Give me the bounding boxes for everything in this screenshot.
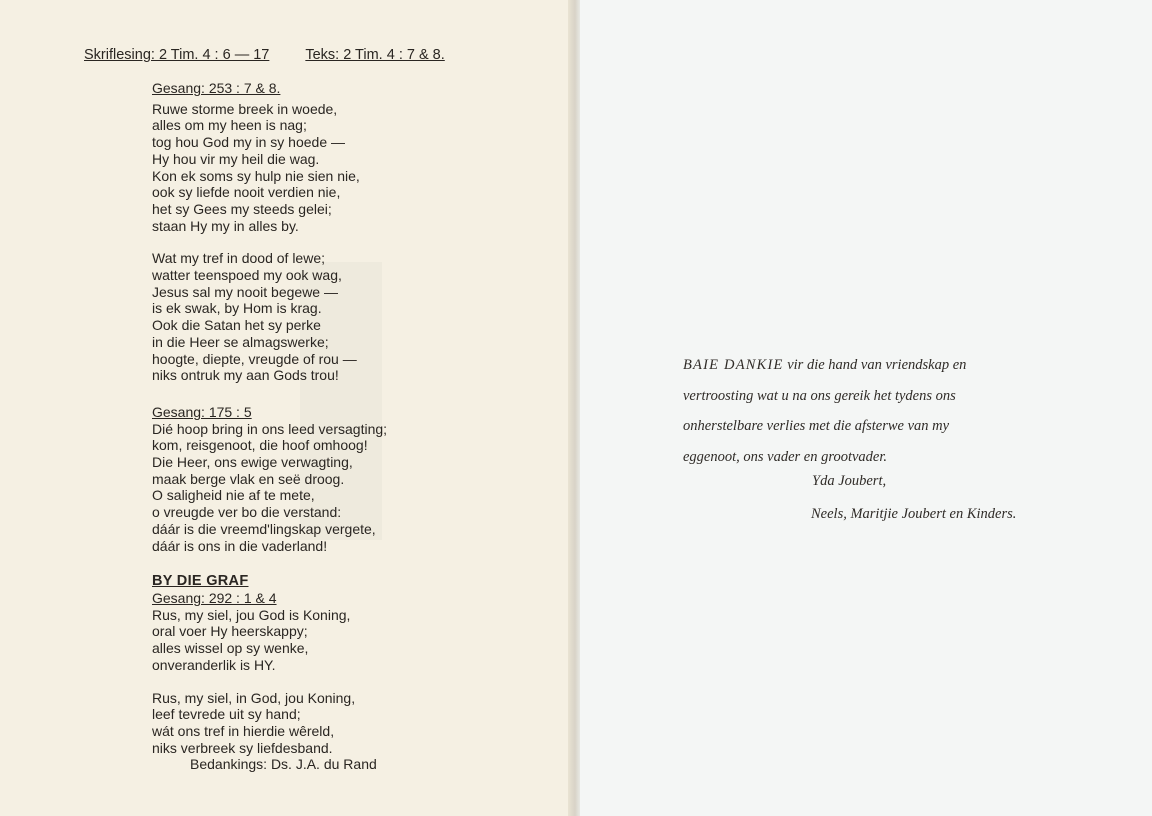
verse-line: dáár is die vreemd'lingskap vergete, [152,520,376,537]
verse-line: niks ontruk my aan Gods trou! [152,367,339,384]
note-line-4: eggenoot, ons vader en grootvader. [683,448,888,465]
hymn-253-heading: Gesang: 253 : 7 & 8. [152,80,281,96]
verse-line: hoogte, diepte, vreugde of rou — [152,350,357,367]
teks-reference: Teks: 2 Tim. 4 : 7 & 8. [305,47,445,63]
signature-family: Neels, Maritjie Joubert en Kinders. [811,506,1017,522]
verse-line: in die Heer se almagswerke; [152,333,329,350]
verse-line: niks verbreek sy liefdesband. [152,739,333,756]
note-line-3: onherstelbare verlies met die afsterwe van my [683,418,950,434]
thank-you-note [683,350,1043,472]
verse-line: o vreugde ver bo die verstand: [152,504,342,521]
verse-line: is ek swak, by Hom is krag. [152,300,322,317]
verse-line: alles om my heen is nag; [152,117,307,134]
verse-line: Wat my tref in dood of lewe; [152,250,325,267]
verse-line: kom, reisgenoot, die hoof omhoog! [152,437,368,454]
verse-line: maak berge vlak en seë droog. [152,470,345,487]
hymn-292-stanza-1 [152,607,402,674]
verse-line: ook sy liefde nooit verdien nie, [152,184,341,201]
signature-yda-joubert: Yda Joubert, [812,473,887,489]
verse-line: Jesus sal my nooit begewe — [152,283,338,300]
hymn-175-heading: Gesang: 175 : 5 [152,403,252,420]
verse-line: staan Hy my in alles by. [152,217,299,234]
verse-line: tog hou God my in sy hoede — [152,134,345,151]
hymn-253-stanza-1 [152,101,402,235]
note-line-2: vertroosting wat u na ons gereik het tydens ons [683,387,956,404]
verse-line: alles wissel op sy wenke, [152,640,309,657]
verse-line: het sy Gees my steeds gelei; [152,200,332,217]
hymn-253-stanza-2 [152,250,402,384]
hymn-292-stanza-2 [152,690,402,757]
hymn-column [152,80,402,756]
verse-line: O saligheid nie af te mete, [152,487,315,504]
verse-line: Ruwe storme breek in woede, [152,100,338,117]
hymn-292-heading: Gesang: 292 : 1 & 4 [152,589,277,606]
skriflesing-reference: Skriflesing: 2 Tim. 4 : 6 — 17 [84,47,270,63]
verse-line: Rus, my siel, in God, jou Koning, [152,689,356,706]
by-die-graf-title: BY DIE GRAF [152,573,249,590]
verse-line: Rus, my siel, jou God is Koning, [152,606,351,623]
baie-dankie-lead: BAIE DANKIE [683,357,784,373]
verse-line: wát ons tref in hierdie wêreld, [152,722,335,739]
verse-line: leef tevrede uit sy hand; [152,706,301,723]
scripture-reading-line [84,47,445,63]
bedankings-line: Bedankings: Ds. J.A. du Rand [190,756,377,772]
note-line-1: vir die hand van vriendskap en [783,357,967,373]
verse-line: Hy hou vir my heil die wag. [152,150,320,167]
verse-line: Die Heer, ons ewige verwagting, [152,454,353,471]
verse-line: onveranderlik is HY. [152,656,276,673]
verse-line: Dié hoop bring in ons leed versagting; [152,420,388,437]
verse-line: Ook die Satan het sy perke [152,317,321,334]
verse-line: dáár is ons in die vaderland! [152,537,328,554]
verse-line: watter teenspoed my ook wag, [152,267,342,284]
hymn-175-stanza [152,421,402,555]
verse-line: oral voer Hy heerskappy; [152,623,308,640]
verse-line: Kon ek soms sy hulp nie sien nie, [152,167,360,184]
